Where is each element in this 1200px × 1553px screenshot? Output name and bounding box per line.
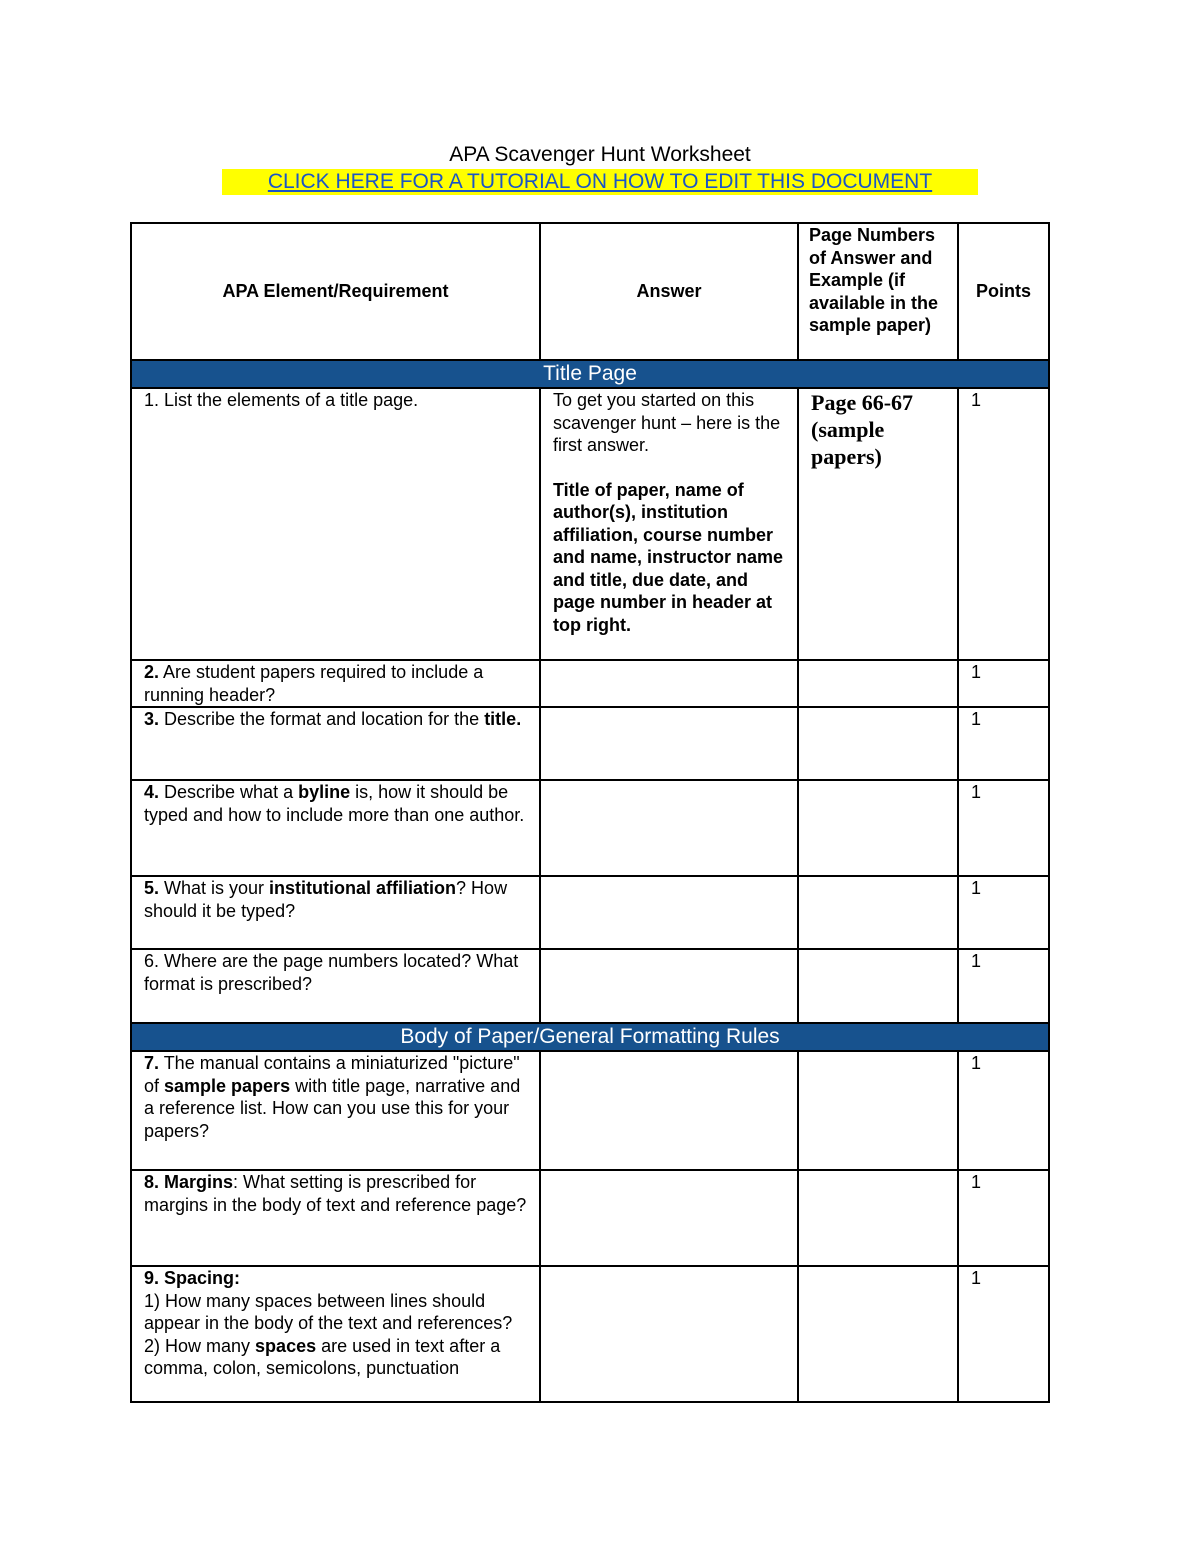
question-cell: 9. Spacing: 1) How many spaces between lines should appear in the body of the text and references? 2) How many spaces are used in text after a comma, colon, semicolons, punctuation (131, 1266, 540, 1402)
question-cell: 4. Describe what a byline is, how it should be typed and how to include more than one author. (131, 780, 540, 876)
worksheet-table (130, 222, 1050, 1403)
answer-cell[interactable] (540, 949, 798, 1023)
answer-bold: Title of paper, name of author(s), institution affiliation, course number and name, instructor name and title, due date, and page number in header at top right. (553, 479, 784, 635)
table-row (131, 876, 1049, 949)
page-cell[interactable] (798, 388, 958, 660)
answer-cell[interactable] (540, 1051, 798, 1170)
header-element: APA Element/Requirement (131, 223, 540, 360)
question-cell: 7. The manual contains a miniaturized "picture" of sample papers with title page, narrative and a reference list. How can you use this for your papers? (131, 1051, 540, 1170)
answer-cell[interactable] (540, 780, 798, 876)
points-cell: 1 (958, 388, 1049, 660)
points-cell: 1 (958, 949, 1049, 1023)
points-cell: 1 (958, 876, 1049, 949)
page-cell[interactable] (798, 707, 958, 780)
page-cell[interactable] (798, 780, 958, 876)
points-cell: 1 (958, 780, 1049, 876)
points-cell: 1 (958, 707, 1049, 780)
question-cell: 2. Are student papers required to include a running header? (131, 660, 540, 707)
page-cell[interactable] (798, 1170, 958, 1266)
table-row (131, 1051, 1049, 1170)
question-cell: 3. Describe the format and location for the title. (131, 707, 540, 780)
header-page-numbers: Page Numbers of Answer and Example (if available in the sample paper) (798, 223, 958, 360)
points-cell: 1 (958, 660, 1049, 707)
table-row (131, 949, 1049, 1023)
page-cell[interactable] (798, 876, 958, 949)
section-row-body (131, 1023, 1049, 1051)
answer-cell[interactable] (540, 707, 798, 780)
table-row (131, 388, 1049, 660)
answer-cell[interactable] (540, 1266, 798, 1402)
document-title: APA Scavenger Hunt Worksheet (449, 143, 751, 166)
table-row (131, 707, 1049, 780)
points-cell: 1 (958, 1051, 1049, 1170)
answer-cell[interactable] (540, 876, 798, 949)
section-body-formatting: Body of Paper/General Formatting Rules (131, 1023, 1049, 1051)
tutorial-link[interactable]: CLICK HERE FOR A TUTORIAL ON HOW TO EDIT THIS DOCUMENT (222, 169, 978, 195)
section-row-title-page (131, 360, 1049, 388)
question-cell (131, 388, 540, 660)
page-cell[interactable] (798, 660, 958, 707)
table-header-row (131, 223, 1049, 360)
table-row (131, 1170, 1049, 1266)
question-cell: 6. Where are the page numbers located? What format is prescribed? (131, 949, 540, 1023)
table-row (131, 780, 1049, 876)
page-cell[interactable] (798, 1051, 958, 1170)
page-cell[interactable] (798, 1266, 958, 1402)
answer-cell[interactable] (540, 1170, 798, 1266)
points-cell: 1 (958, 1170, 1049, 1266)
table-row (131, 1266, 1049, 1402)
table-row (131, 660, 1049, 707)
answer-intro: To get you started on this scavenger hunt – here is the first answer. (553, 390, 781, 455)
header-points: Points (958, 223, 1049, 360)
header-answer: Answer (540, 223, 798, 360)
page-reference: Page 66-67 (sample papers) (811, 390, 914, 469)
question-text: 1. List the elements of a title page. (144, 390, 419, 410)
section-title-page: Title Page (131, 360, 1049, 388)
page-cell[interactable] (798, 949, 958, 1023)
question-cell: 5. What is your institutional affiliation? How should it be typed? (131, 876, 540, 949)
question-cell: 8. Margins: What setting is prescribed for margins in the body of text and reference page? (131, 1170, 540, 1266)
answer-cell[interactable] (540, 388, 798, 660)
answer-cell[interactable] (540, 660, 798, 707)
points-cell: 1 (958, 1266, 1049, 1402)
